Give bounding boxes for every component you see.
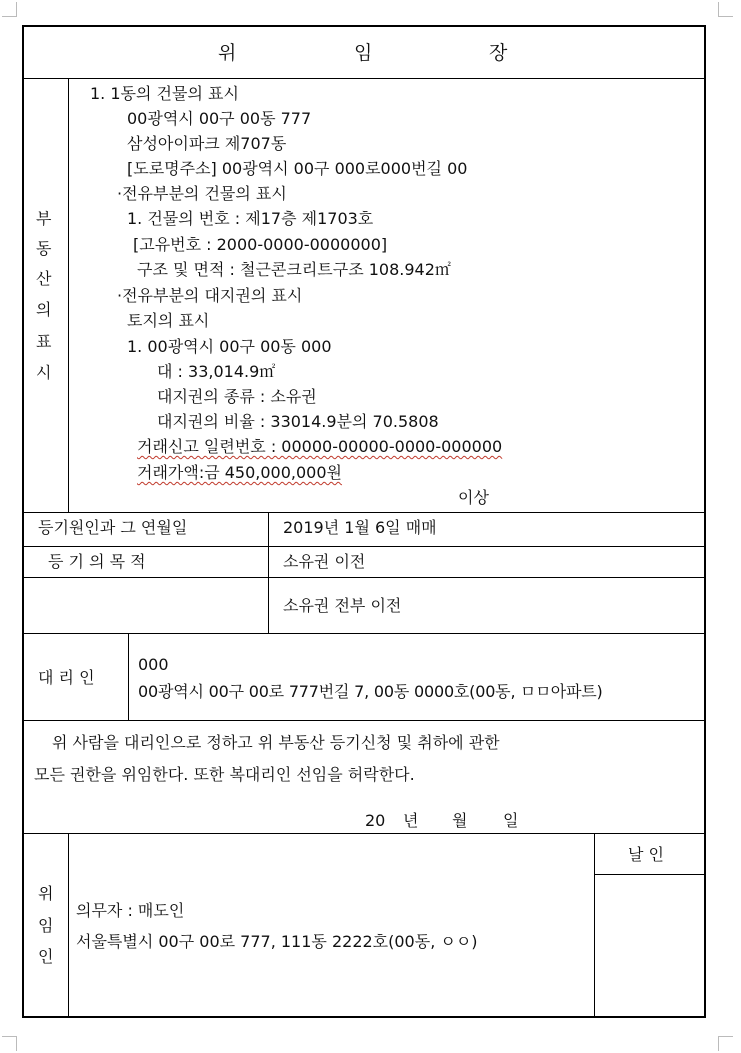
title-char: 임	[354, 42, 373, 64]
purpose-extra-value: 소유권 전부 이전	[283, 596, 402, 615]
title-char: 위	[218, 42, 237, 64]
property-line: [도로명주소] 00광역시 00구 000로000번길 00	[127, 159, 468, 178]
property-line: ·전유부분의 대지권의 표시	[117, 286, 303, 305]
property-line: 토지의 표시	[127, 311, 210, 330]
agent-label: 대 리 인	[38, 668, 95, 687]
purpose-value: 소유권 이전	[283, 552, 366, 571]
title-char: 장	[489, 42, 508, 64]
purpose-label: 등 기 의 목 적	[48, 552, 146, 571]
delegation-line-2: 모든 권한을 위임한다. 또한 복대리인 선임을 허락한다.	[34, 765, 415, 784]
end-mark: 이상	[458, 488, 489, 507]
property-line: 대지권의 종류 : 소유권	[157, 387, 317, 406]
property-line: 1. 00광역시 00구 00동 000	[127, 337, 332, 356]
property-line: 대지권의 비율 : 33014.9분의 70.5808	[157, 412, 439, 431]
seal-label: 날 인	[628, 845, 664, 864]
corner-mark	[718, 1036, 733, 1051]
agent-address: 00광역시 00구 00로 777번길 7, 00동 0000호(00동, ㅁㅁ아파트)	[138, 682, 603, 701]
agent-name: 000	[138, 655, 169, 674]
cause-label: 등기원인과 그 연월일	[38, 518, 188, 537]
property-line: 00광역시 00구 00동 777	[127, 109, 312, 128]
property-line: 1. 1동의 건물의 표시	[90, 84, 239, 103]
cause-value: 2019년 1월 6일 매매	[283, 518, 437, 537]
property-line: [고유번호 : 2000-0000-0000000]	[133, 235, 388, 254]
property-line: 삼성아이파크 제707동	[127, 134, 287, 153]
property-line: 거래신고 일련번호 : 00000-00000-0000-000000	[137, 437, 503, 456]
property-line: 1. 건물의 번호 : 제17층 제1703호	[127, 209, 374, 228]
corner-mark	[718, 2, 733, 17]
delegator-role: 의무자 : 매도인	[76, 901, 185, 920]
property-line: 대 : 33,014.9㎡	[157, 362, 276, 381]
delegation-line-1: 위 사람을 대리인으로 정하고 위 부동산 등기신청 및 취하에 관한	[52, 733, 500, 752]
property-line: 구조 및 면적 : 철근콘크리트구조 108.942㎡	[137, 260, 451, 279]
corner-mark	[2, 1036, 17, 1051]
property-line: ·전유부분의 건물의 표시	[117, 184, 287, 203]
corner-mark	[2, 2, 17, 17]
property-line: 거래가액:금 450,000,000원	[137, 463, 343, 482]
delegator-address: 서울특별시 00구 00로 777, 111동 2222호(00동, ㅇㅇ)	[76, 932, 478, 951]
